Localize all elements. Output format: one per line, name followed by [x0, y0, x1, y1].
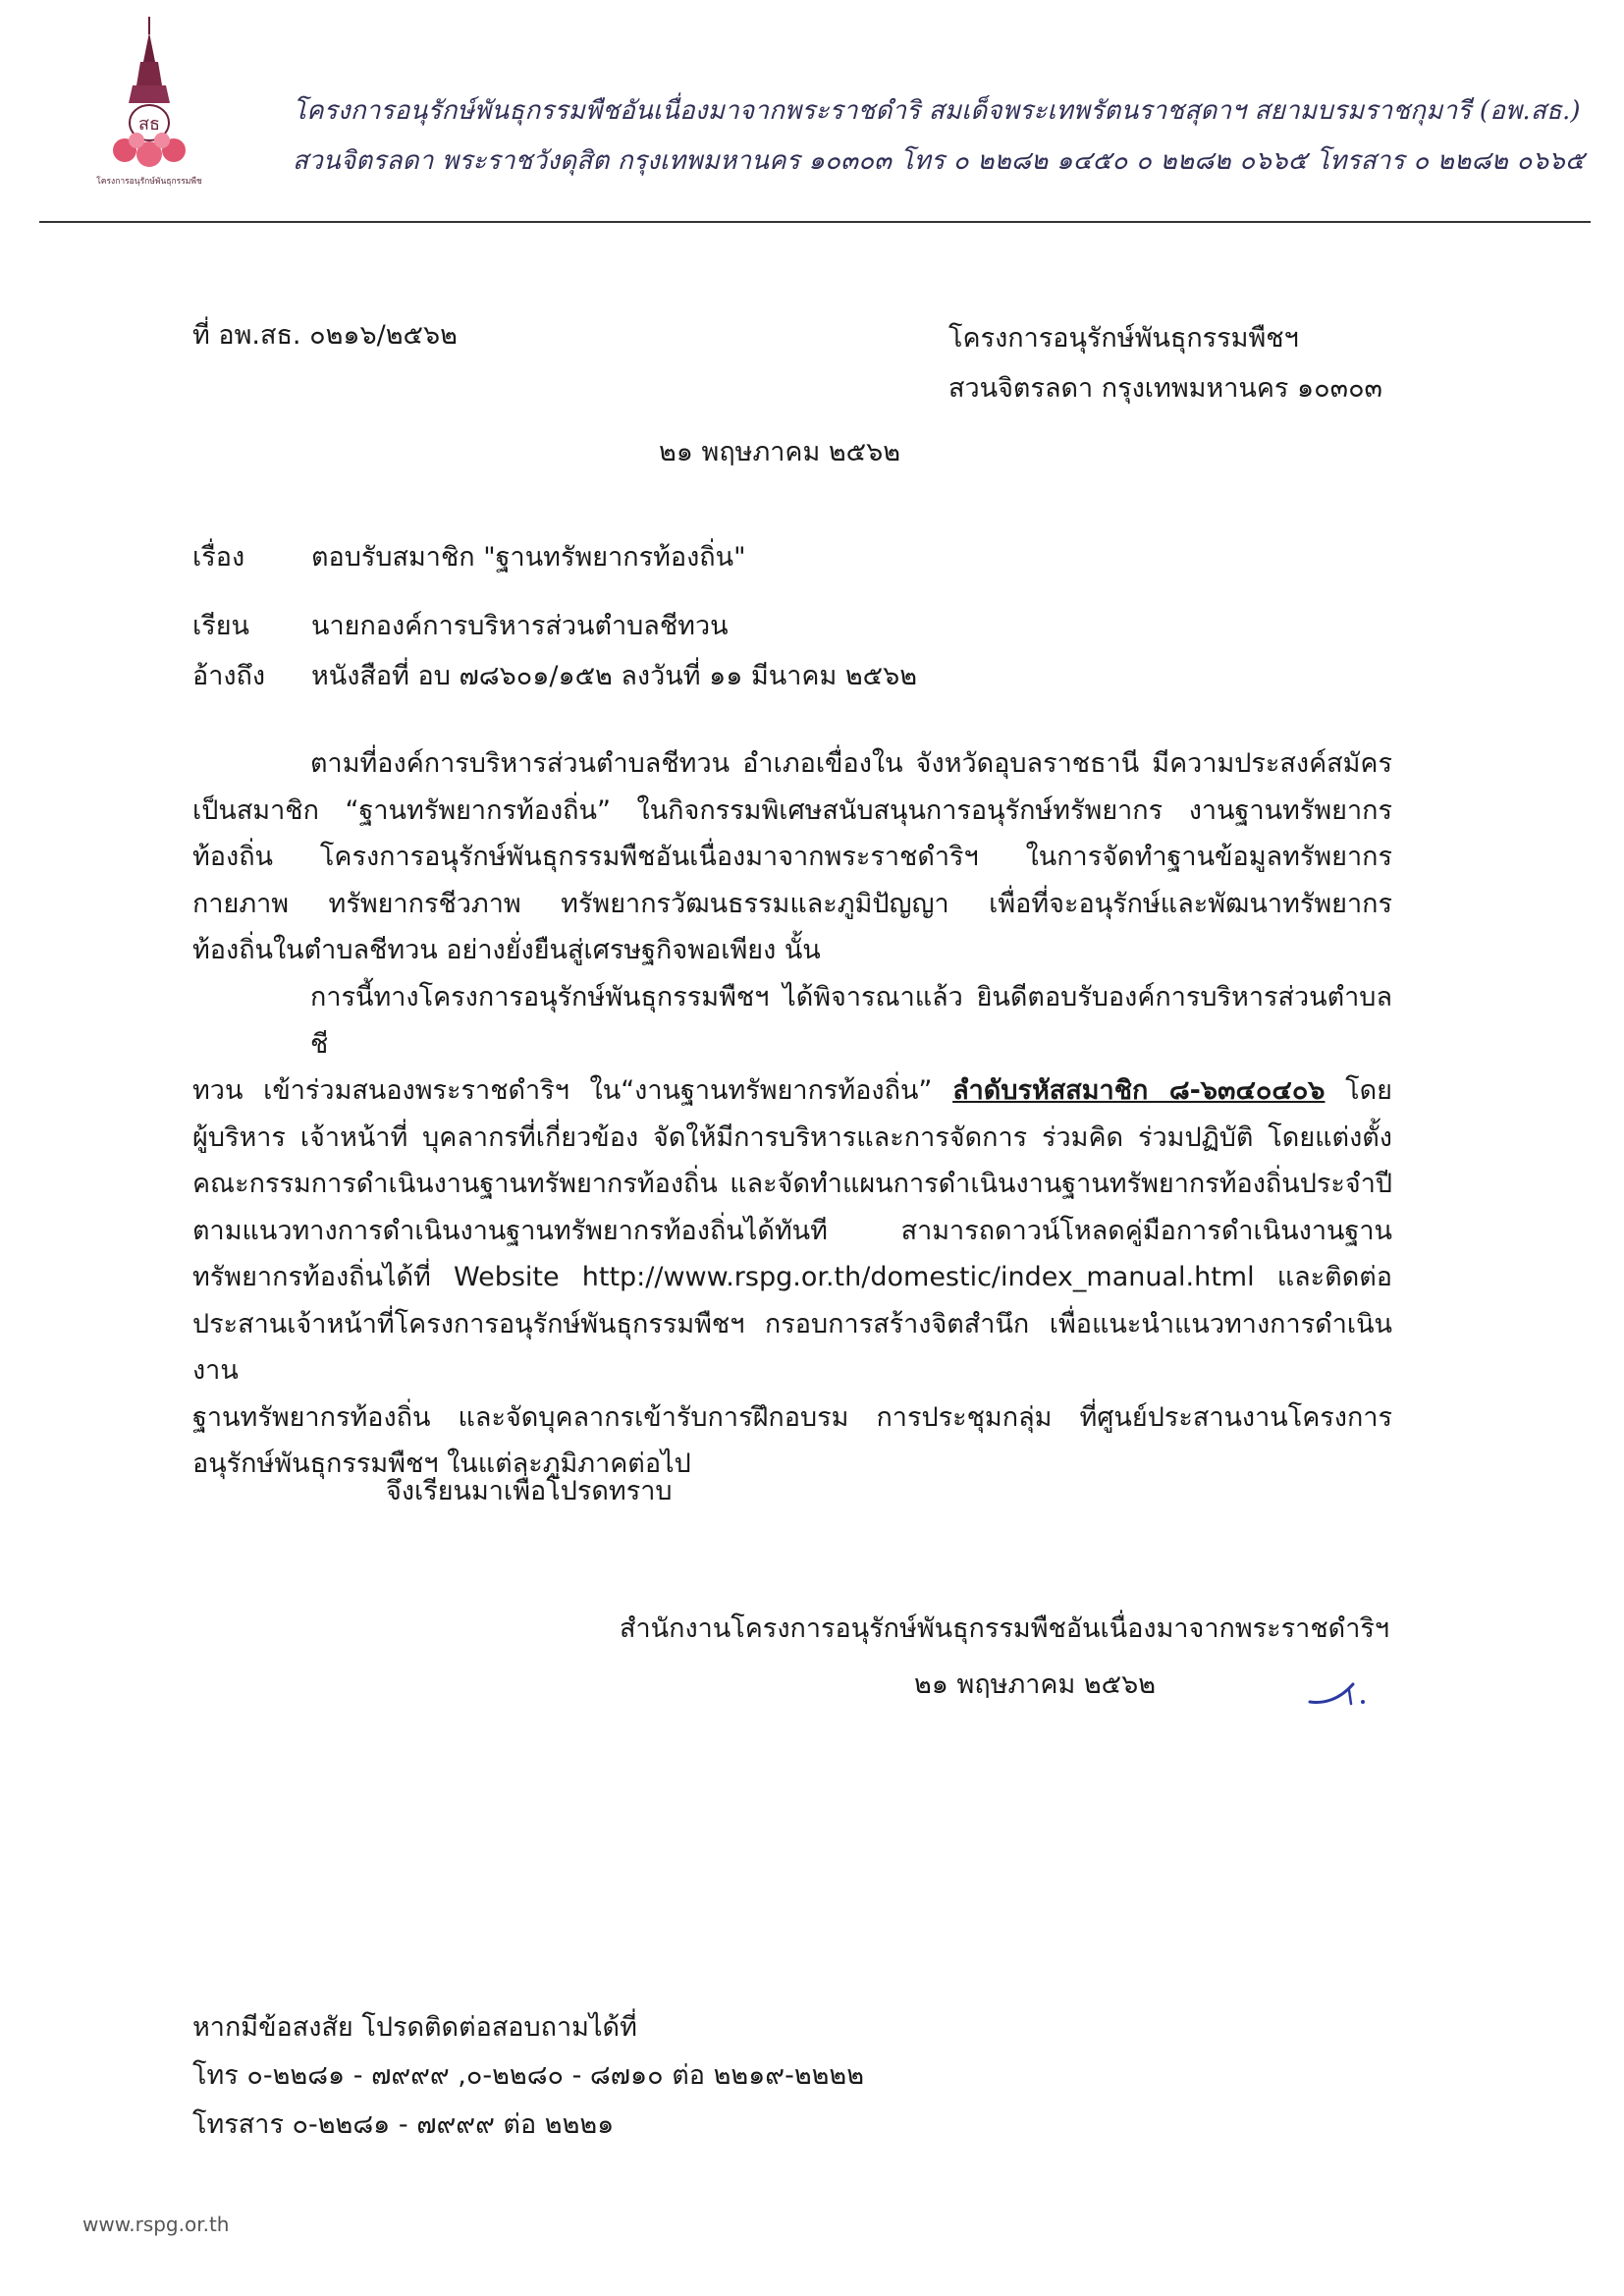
logo-caption: โครงการอนุรักษ์พันธุกรรมพืช: [96, 177, 202, 187]
subject-value: ตอบรับสมาชิก "ฐานทรัพยากรท้องถิ่น": [311, 542, 746, 573]
signature-date: ๒๑ พฤษภาคม ๒๕๖๒: [914, 1669, 1157, 1700]
signature-mark: [1306, 1665, 1375, 1714]
contact-intro: หากมีข้อสงสัย โปรดติดต่อสอบถามได้ที่: [192, 2012, 637, 2043]
signatory-office: สำนักงานโครงการอนุรักษ์พันธุกรรมพืชอันเนื่องมาจากพระราชดำริฯ: [620, 1613, 1390, 1644]
reference-label: อ้างถึง: [192, 661, 266, 691]
paragraph-text: โดย: [1325, 1075, 1392, 1106]
recipient-label: เรียน: [192, 611, 250, 641]
recipient-value: นายกองค์การบริหารส่วนตำบลชีทวน: [311, 611, 729, 641]
paragraph-line: ประสานเจ้าหน้าที่โครงการอนุรักษ์พันธุกรรมพืชฯ กรอบการสร้างจิตสำนึก เพื่อแนะนำแนวทางการดำเนินงาน: [192, 1308, 1392, 1386]
paragraph-line: อนุรักษ์พันธุกรรมพืชฯ ในแต่ละภูมิภาคต่อไป: [192, 1449, 691, 1479]
member-code: ลำดับรหัสสมาชิก ๘-๖๓๔๐๔๐๖: [952, 1075, 1326, 1106]
paragraph-line: ทรัพยากรท้องถิ่นได้ที่ Website http://www.rspg.or.th/domestic/index_manual.html และติดต่อ: [192, 1262, 1392, 1292]
paragraph-line: เป็นสมาชิก “ฐานทรัพยากรท้องถิ่น” ในกิจกรรมพิเศษสนับสนุนการอนุรักษ์ทรัพยากร งานฐานทรัพยากร: [192, 794, 1392, 826]
paragraph-line: ฐานทรัพยากรท้องถิ่น และจัดบุคลากรเข้ารับการฝึกอบรม การประชุมกลุ่ม ที่ศูนย์ประสานงานโครงการ: [192, 1401, 1392, 1433]
rspg-logo: [96, 15, 202, 191]
letterhead-line-2: สวนจิตรลดา พระราชวังดุสิต กรุงเทพมหานคร ๑๐๓๐๓ โทร ๐ ๒๒๘๒ ๑๔๕๐ ๐ ๒๒๘๒ ๐๖๖๕ โทรสาร ๐ ๒๒๘๒ ๐๖๖๕: [293, 146, 1585, 176]
paragraph-line: ท้องถิ่นในตำบลชีทวน อย่างยั่งยืนสู่เศรษฐกิจพอเพียง นั้น: [192, 935, 821, 965]
paragraph-line: ท้องถิ่น โครงการอนุรักษ์พันธุกรรมพืชอันเนื่องมาจากพระราชดำริฯ ในการจัดทำฐานข้อมูลทรัพยากร: [192, 842, 1392, 872]
paragraph-line: คณะกรรมการดำเนินงานฐานทรัพยากรท้องถิ่น และจัดทำแผนการดำเนินงานฐานทรัพยากรท้องถิ่นประจำปี: [192, 1169, 1392, 1199]
body-paragraph-2: [192, 974, 1392, 1488]
footer-website: www.rspg.or.th: [82, 2213, 230, 2236]
paragraph-line: [192, 1067, 1392, 1115]
closing-line: จึงเรียนมาเพื่อโปรดทราบ: [386, 1476, 673, 1506]
flower-icon: [113, 133, 186, 167]
paragraph-line: ตามที่องค์การบริหารส่วนตำบลชีทวน อำเภอเขื่องใน จังหวัดอุบลราชธานี มีความประสงค์สมัคร: [310, 748, 1392, 779]
sender-address-line-2: สวนจิตรลดา กรุงเทพมหานคร ๑๐๓๐๓: [948, 373, 1383, 404]
letterhead-line-1: โครงการอนุรักษ์พันธุกรรมพืชอันเนื่องมาจากพระราชดำริ สมเด็จพระเทพรัตนราชสุดาฯ สยามบรมราชกุมารี (อพ.สธ.): [293, 96, 1581, 126]
paragraph-line: การนี้ทางโครงการอนุรักษ์พันธุกรรมพืชฯ ได้พิจารณาแล้ว ยินดีตอบรับองค์การบริหารส่วนตำบลชี: [310, 982, 1392, 1060]
paragraph-line: กายภาพ ทรัพยากรชีวภาพ ทรัพยากรวัฒนธรรมและภูมิปัญญา เพื่อที่จะอนุรักษ์และพัฒนาทรัพยากร: [192, 888, 1392, 919]
svg-text:สธ: สธ: [138, 114, 160, 135]
contact-phone: โทร ๐-๒๒๘๑ - ๗๙๙๙ ,๐-๒๒๘๐ - ๘๗๑๐ ต่อ ๒๒๑๙-๒๒๒๒: [192, 2060, 865, 2091]
reference-number: ที่ อพ.สธ. ๐๒๑๖/๒๕๖๒: [192, 320, 458, 351]
paragraph-line: ตามแนวทางการดำเนินงานฐานทรัพยากรท้องถิ่นได้ทันที สามารถดาวน์โหลดคู่มือการดำเนินงานฐาน: [192, 1215, 1392, 1246]
sender-address-line-1: โครงการอนุรักษ์พันธุกรรมพืชฯ: [948, 323, 1299, 354]
paragraph-line: ผู้บริหาร เจ้าหน้าที่ บุคลากรที่เกี่ยวข้อง จัดให้มีการบริหารและการจัดการ ร่วมคิด ร่วมปฏิบัติ โดยแต่งตั้ง: [192, 1121, 1392, 1153]
letterhead-divider: [39, 221, 1591, 223]
subject-label: เรื่อง: [192, 542, 245, 573]
paragraph-text: ทวน เข้าร่วมสนองพระราชดำริฯ ใน“งานฐานทรัพยากรท้องถิ่น”: [192, 1075, 953, 1106]
body-paragraph-1: [192, 740, 1392, 974]
reference-value: หนังสือที่ อบ ๗๘๖๐๑/๑๕๒ ลงวันที่ ๑๑ มีนาคม ๒๕๖๒: [311, 661, 918, 691]
contact-fax: โทรสาร ๐-๒๒๘๑ - ๗๙๙๙ ต่อ ๒๒๒๑: [192, 2109, 615, 2140]
letter-date: ๒๑ พฤษภาคม ๒๕๖๒: [659, 437, 901, 467]
crown-spire-icon: [129, 17, 170, 103]
